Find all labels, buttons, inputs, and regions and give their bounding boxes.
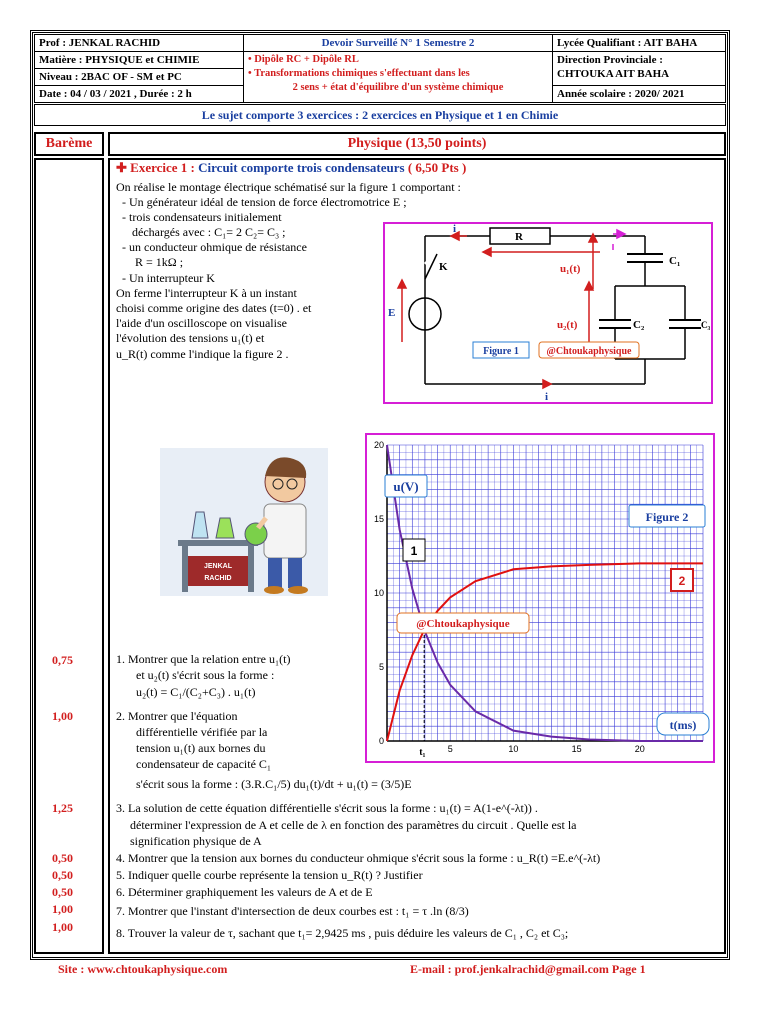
q2-line-2: tension u₁(t) aux bornes du: [136, 741, 266, 755]
beaker-icon: [245, 523, 267, 545]
c2-label: C₂: [633, 319, 645, 331]
exercise-title: [116, 161, 466, 176]
switch-label: K: [439, 261, 448, 273]
annee-cell: Année scolaire : 2020/ 2021: [553, 86, 726, 103]
u1-label: u₁(t): [560, 263, 581, 275]
q2-line-0: 2. Montrer que l'équation: [116, 709, 238, 723]
x-tick-label: 15: [571, 744, 582, 754]
points-q3: 1,25: [52, 801, 73, 815]
topic-equilibre: 2 sens + état d'équilibre d'un système chimique: [292, 82, 504, 93]
direction-cell: [553, 52, 726, 86]
devoir-cell: Devoir Surveillé N° 1 Semestre 2: [244, 35, 553, 52]
intro-line-9: l'aide d'un oscilloscope on visualise: [116, 316, 287, 330]
niveau-cell: Niveau : 2BAC OF - SM et PC: [35, 69, 244, 86]
exercise-points: ( 6,50 Pts ): [407, 160, 467, 175]
q1-line-0: 1. Montrer que la relation entre u₁(t): [116, 652, 291, 666]
figure-1-circuit: [383, 222, 713, 404]
c3-label: C₃: [701, 320, 711, 330]
prof-cell: Prof : JENKAL RACHID: [35, 35, 244, 52]
q7-line-0: 7. Montrer que l'instant d'intersection de deux courbes est : t₁ = τ .ln (8/3): [116, 904, 469, 918]
lab-coat: [264, 504, 306, 558]
q6-line-0: 6. Déterminer graphiquement les valeurs de A et de E: [116, 885, 373, 899]
points-q4: 0,50: [52, 851, 73, 865]
q2-line-1: différentielle vérifiée par la: [136, 725, 268, 739]
section-title: Physique (13,50 points): [108, 132, 726, 156]
q4-line-0: 4. Montrer que la tension aux bornes du conducteur ohmique s'écrit sous la forme : u_R(t) =E.e^(-λt): [116, 851, 601, 865]
u2-label: u₂(t): [557, 319, 578, 331]
footer-site: Site : www.chtoukaphysique.com: [58, 962, 228, 976]
circuit-diagram: [385, 224, 711, 402]
intro-line-0: On réalise le montage électrique schématisé sur la figure 1 comportant :: [116, 180, 461, 194]
y-tick-label: 5: [378, 662, 384, 672]
intro-line-2: - trois condensateurs initialement: [122, 210, 282, 224]
q2-line-4: s'écrit sous la forme : (3.R.C₁/5) du₁(t)/dt + u₁(t) = (3/5)E: [136, 777, 412, 791]
exercise-prefix: Exercice 1 :: [130, 160, 195, 175]
direction-value: CHTOUKA AIT BAHA: [557, 68, 670, 80]
direction-label: Direction Provinciale :: [557, 54, 663, 66]
y-tick-label: 10: [373, 588, 384, 598]
intro-line-5: R = 1kΩ ;: [135, 255, 184, 269]
generator-label: E: [388, 307, 396, 319]
intro-line-11: u_R(t) comme l'indique la figure 2 .: [116, 347, 289, 361]
logo-line-1: JENKAL: [203, 563, 233, 570]
x-tick-label: 10: [508, 744, 519, 754]
q3-line-2: signification physique de A: [130, 834, 262, 848]
figure-2-label: Figure 2: [645, 510, 689, 524]
t1-label: t₁: [419, 747, 426, 758]
exercise-bullet-icon: ✚: [116, 160, 127, 175]
chart-svg: [367, 435, 713, 761]
points-q7: 1,00: [52, 902, 73, 916]
footer-email: E-mail : prof.jenkalrachid@gmail.com Page 1: [410, 962, 646, 976]
q8-line-0: 8. Trouver la valeur de τ, sachant que t₁= 2,9425 ms , puis déduire les valeurs de C₁ , C₂ et C₃;: [116, 926, 569, 940]
subject-summary: Le sujet comporte 3 exercices : 2 exercices en Physique et 1 en Chimie: [34, 104, 726, 126]
figure-1-label: Figure 1: [483, 346, 519, 357]
header-table: [34, 34, 726, 103]
points-q8: 1,00: [52, 920, 73, 934]
q1-line-1: et u₂(t) s'écrit sous la forme :: [136, 668, 275, 682]
current-label-top: i: [453, 224, 457, 235]
q3-line-0: 3. La solution de cette équation différentielle s'écrit sous la forme : u₁(t) = A(1-e^(-λt)) .: [116, 801, 538, 815]
intro-line-8: choisi comme origine des dates (t=0) . et: [116, 301, 312, 315]
bareme-header: Barème: [34, 132, 104, 156]
figure-2-chart: [365, 433, 715, 763]
points-q2: 1,00: [52, 709, 73, 723]
y-tick-label: 20: [373, 440, 384, 450]
x-axis-label: t(ms): [669, 718, 697, 732]
intro-line-10: l'évolution des tensions u₁(t) et: [116, 331, 265, 345]
c1-label: C₁: [669, 255, 681, 267]
fig1-watermark: @Chtoukaphysique: [546, 346, 632, 357]
intro-line-6: - Un interrupteur K: [122, 271, 215, 285]
matiere-cell: Matière : PHYSIQUE et CHIMIE: [35, 52, 244, 69]
resistor-label: R: [515, 231, 523, 243]
date-cell: Date : 04 / 03 / 2021 , Durée : 2 h: [35, 86, 244, 103]
current-label-bottom: i: [545, 391, 549, 402]
q5-line-0: 5. Indiquer quelle courbe représente la tension u_R(t) ? Justifier: [116, 868, 423, 882]
logo-line-2: RACHID: [204, 575, 232, 582]
lycee-cell: Lycée Qualifiant : AIT BAHA: [553, 35, 726, 52]
curve-1-label: 1: [410, 544, 418, 558]
q2-line-3: condensateur de capacité C₁: [136, 757, 272, 771]
chemist-illustration: [160, 448, 328, 596]
fig2-watermark: @Chtoukaphysique: [416, 618, 510, 630]
curve-2-label: 2: [678, 574, 686, 588]
y-tick-label: 15: [373, 514, 384, 524]
intro-line-4: - un conducteur ohmique de résistance: [122, 240, 307, 254]
q1-line-2: u₂(t) = C₁/(C₂+C₃) . u₁(t): [136, 685, 256, 699]
intro-line-7: On ferme l'interrupteur K à un instant: [116, 286, 297, 300]
intro-line-3: déchargés avec : C₁= 2 C₂= C₃ ;: [132, 225, 286, 239]
intro-line-1: - Un générateur idéal de tension de force électromotrice E ;: [122, 195, 407, 209]
y-axis-label: u(V): [393, 479, 419, 494]
q3-line-1: déterminer l'expression de A et celle de λ en fonction des paramètres du circuit . Quelle est la: [130, 818, 577, 832]
topics-cell: [244, 52, 553, 103]
topic-transformations: • Transformations chimiques s'effectuant dans les: [248, 68, 470, 79]
points-q1: 0,75: [52, 653, 73, 667]
points-q6: 0,50: [52, 885, 73, 899]
bareme-column: [34, 158, 104, 954]
y-tick-label: 0: [378, 736, 384, 746]
x-tick-label: 5: [447, 744, 453, 754]
topic-rc-rl: • Dipôle RC + Dipôle RL: [248, 54, 359, 65]
chart-grid: [387, 445, 703, 741]
x-tick-label: 20: [634, 744, 645, 754]
exercise-name: Circuit comporte trois condensateurs: [198, 160, 405, 175]
points-q5: 0,50: [52, 868, 73, 882]
